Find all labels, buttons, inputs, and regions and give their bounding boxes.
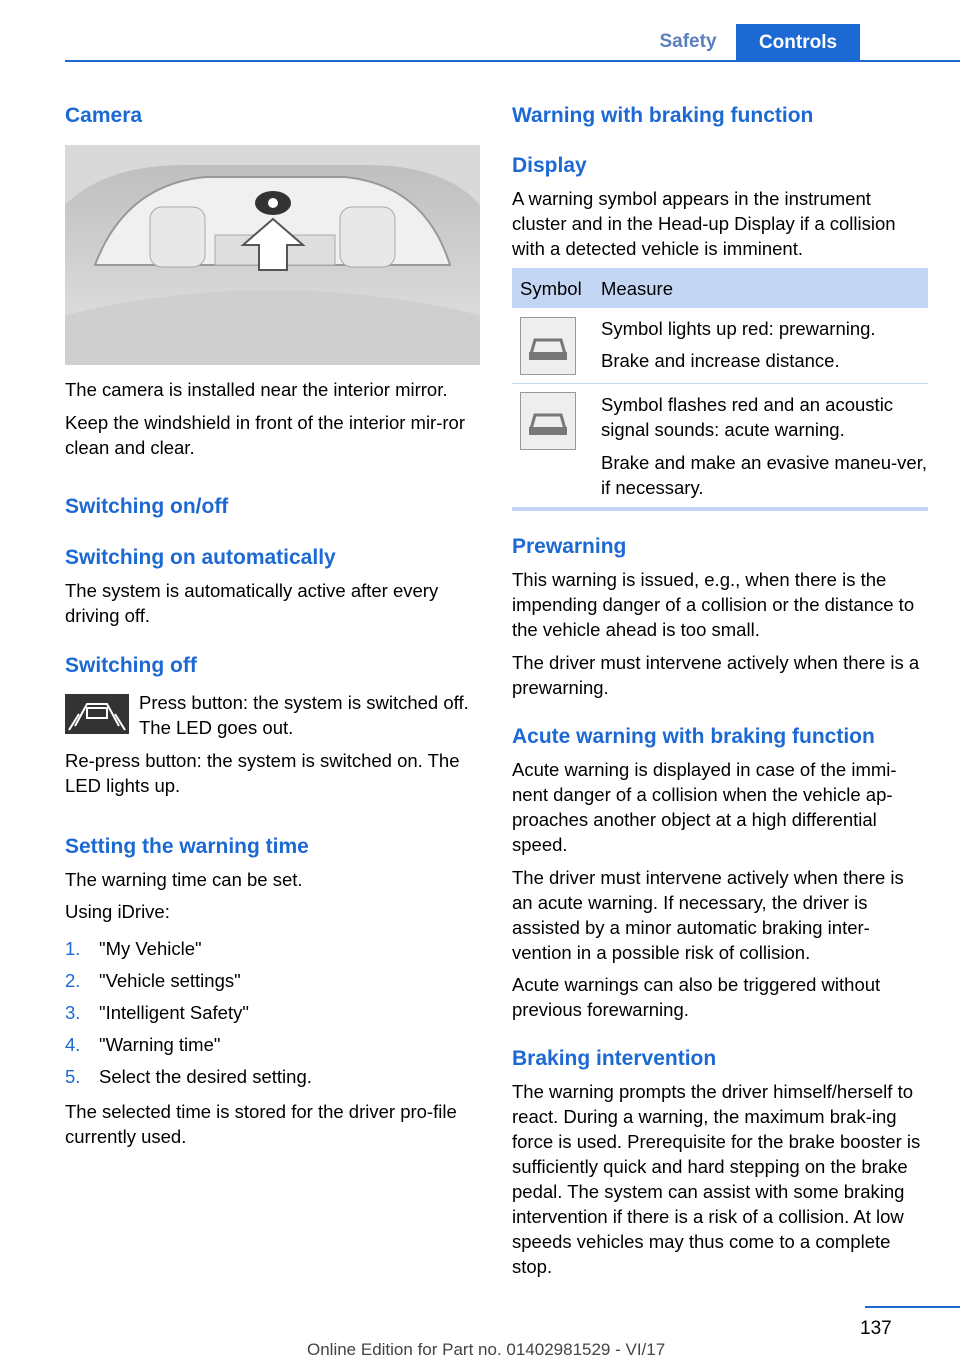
warning-time-text-1: The warning time can be set.	[65, 869, 303, 890]
page-header	[0, 0, 960, 62]
step-number: 1.	[65, 938, 81, 959]
warning-time-text-2: Using iDrive:	[65, 901, 170, 922]
col-symbol: Symbol	[520, 278, 582, 299]
switching-heading: Switching on/off	[65, 495, 229, 518]
step-text: Select the desired setting.	[99, 1066, 312, 1087]
prewarning-heading: Prewarning	[512, 535, 627, 558]
display-text: A warning symbol appears in the instrument cluster and in the Head-up Display if a collision with a detected vehicle is imminent.	[512, 188, 896, 259]
camera-image	[65, 145, 480, 365]
warning-time-heading: Setting the warning time	[65, 835, 309, 858]
prewarning-text-1: This warning is issued, e.g., when there is the impending danger of a collision or the distance to the vehicle ahead is too small.	[512, 569, 915, 640]
row2-text-1: Symbol flashes red and an acoustic signal sounds: acute warning.	[601, 394, 894, 440]
tab-safety[interactable]: Safety	[659, 31, 717, 52]
footer-rule	[865, 1306, 960, 1308]
auto-text: The system is automatically active after every driving off.	[65, 580, 439, 626]
camera-text-2: Keep the windshield in front of the interior mir-ror clean and clear.	[65, 412, 465, 458]
braking-heading: Braking intervention	[512, 1047, 717, 1070]
row1-text-2: Brake and increase distance.	[601, 350, 840, 371]
camera-text-1: The camera is installed near the interior mirror.	[65, 379, 448, 400]
off-text-2: Re-press button: the system is switched on. The LED lights up.	[65, 750, 460, 796]
footer-edition: Online Edition for Part no. 01402981529 - VI/17	[307, 1340, 666, 1359]
acute-text-1: Acute warning is displayed in case of the immi-nent danger of a collision when the vehicle ap-proaches another object at a high differential speed.	[512, 759, 897, 855]
tab-controls[interactable]: Controls	[736, 24, 860, 62]
row1-text-1: Symbol lights up red: prewarning.	[601, 318, 876, 339]
step-text: "Intelligent Safety"	[99, 1002, 249, 1023]
acute-text-2: The driver must intervene actively when there is an acute warning. If necessary, the driver is assisted by a minor automatic braking inter-vention in a possible risk of collision.	[512, 867, 904, 963]
braking-text: The warning prompts the driver himself/herself to react. During a warning, the maximum brak-ing force is used. Prerequisite for the brake booster is sufficiently quick and hard stepping on the brake pedal. The system can assist with some braking intervention if there is a risk of a collision. At low speeds vehicles may thus come to a complete stop.	[512, 1081, 921, 1277]
step-number: 4.	[65, 1034, 81, 1055]
table-bottom-rule	[512, 507, 928, 511]
camera-heading: Camera	[65, 104, 143, 127]
car-warning-symbol-icon	[520, 317, 576, 375]
header-rule	[65, 60, 960, 62]
off-text: Press button: the system is switched off. The LED goes out.	[139, 692, 469, 738]
row-divider	[512, 383, 928, 384]
warning-heading: Warning with braking function	[512, 104, 814, 127]
step-number: 5.	[65, 1066, 81, 1087]
col-measure: Measure	[601, 278, 673, 299]
off-heading: Switching off	[65, 654, 197, 677]
acute-heading: Acute warning with braking function	[512, 725, 875, 748]
acute-text-3: Acute warnings can also be triggered without previous forewarning.	[512, 974, 881, 1020]
car-warning-flashing-icon	[520, 392, 576, 450]
auto-heading: Switching on automatically	[65, 546, 336, 569]
page-number: 137	[860, 1318, 892, 1339]
step-text: "Vehicle settings"	[99, 970, 241, 991]
step-text: "Warning time"	[99, 1034, 221, 1055]
collision-warning-button-icon	[65, 694, 129, 734]
table-header	[512, 268, 928, 308]
step-number: 2.	[65, 970, 81, 991]
row2-text-2: Brake and make an evasive maneu-ver, if necessary.	[601, 452, 927, 498]
display-heading: Display	[512, 154, 587, 177]
step-text: "My Vehicle"	[99, 938, 202, 959]
stored-text: The selected time is stored for the driver pro-file currently used.	[65, 1101, 457, 1147]
step-number: 3.	[65, 1002, 81, 1023]
prewarning-text-2: The driver must intervene actively when there is a prewarning.	[512, 652, 920, 698]
